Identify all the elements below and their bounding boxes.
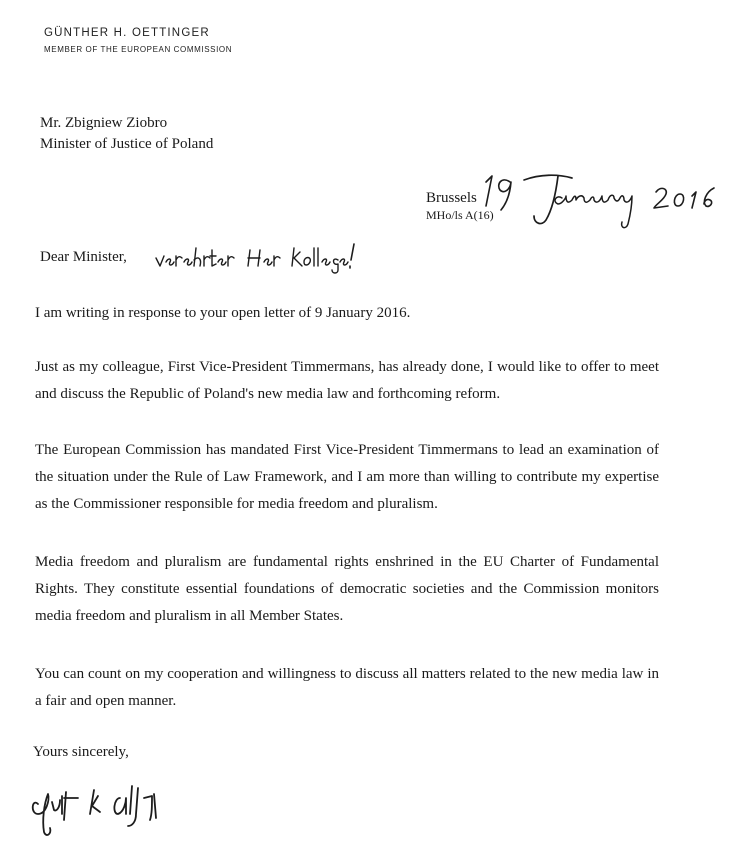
- paragraph-intro: I am writing in response to your open letter of 9 January 2016.: [35, 305, 411, 321]
- paragraph-offer: Just as my colleague, First Vice-President Timmermans, has already done, I would like to offer to meet and discuss the Republic of Poland's new media law and forthcoming reform.: [35, 359, 659, 402]
- recipient-position: Minister of Justice of Poland: [40, 136, 214, 152]
- paragraph-rights: Media freedom and pluralism are fundamental rights enshrined in the EU Charter of Fundamental Rights. They constitute essential foundations of democratic societies and the Commission monitors media freedom and pluralism in all Member States.: [35, 554, 659, 624]
- handwritten-greeting: [152, 240, 362, 274]
- salutation: Dear Minister,: [40, 249, 127, 265]
- sender-title: MEMBER OF THE EUROPEAN COMMISSION: [44, 45, 233, 54]
- closing: Yours sincerely,: [33, 744, 129, 760]
- letterhead: [44, 27, 232, 54]
- reference-number: MHo/ls A(16): [426, 208, 494, 222]
- signature: [28, 774, 188, 840]
- paragraph-mandate: The European Commission has mandated First Vice-President Timmermans to lead an examination of the situation under the Rule of Law Framework, and I am more than willing to contribute my expertise as the Commissioner responsible for media freedom and pluralism.: [35, 442, 659, 512]
- handwritten-date: [480, 172, 720, 232]
- paragraph-cooperation: You can count on my cooperation and willingness to discuss all matters related to the new media law in a fair and open manner.: [35, 666, 659, 709]
- recipient-block: [40, 113, 213, 155]
- recipient-name: Mr. Zbigniew Ziobro: [40, 115, 168, 131]
- sender-name: GÜNTHER H. OETTINGER: [44, 27, 210, 39]
- dateline-city: Brussels: [426, 190, 477, 206]
